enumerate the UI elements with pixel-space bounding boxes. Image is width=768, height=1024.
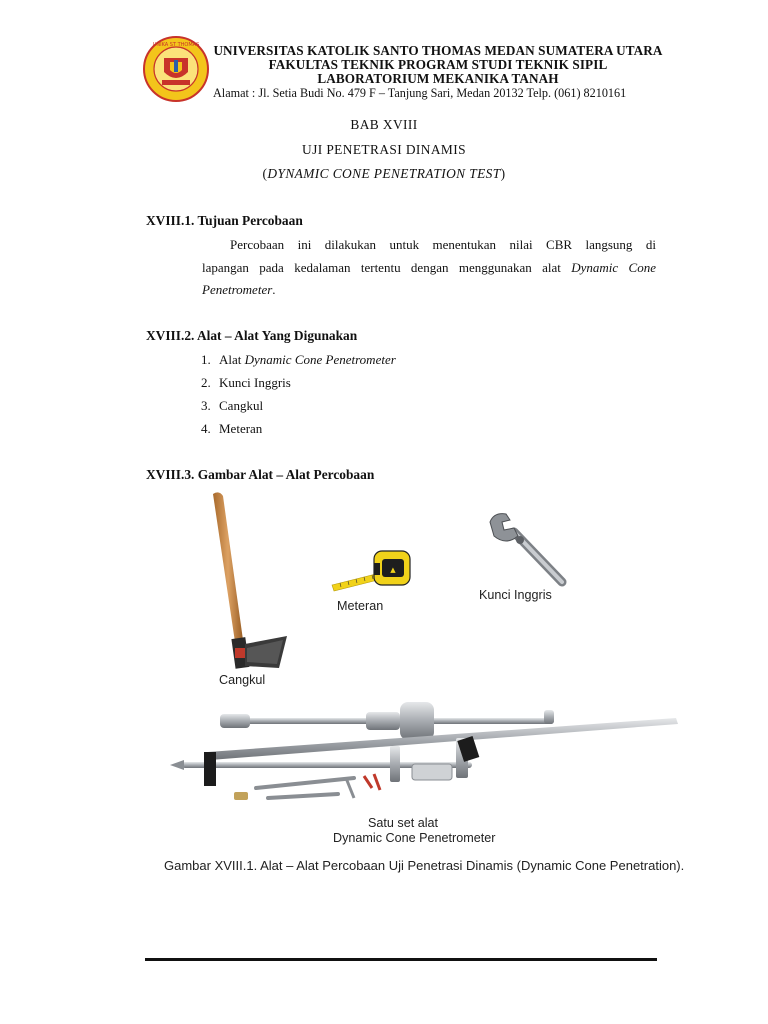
figure-caption: Gambar XVIII.1. Alat – Alat Percobaan Uji Penetrasi Dinamis (Dynamic Cone Penetration). [164, 858, 685, 873]
footer-rule [145, 958, 657, 961]
hoe-image [205, 490, 295, 675]
university-name: UNIVERSITAS KATOLIK SANTO THOMAS MEDAN SUMATERA UTARA [213, 43, 663, 58]
document-subtitle: (DYNAMIC CONE PENETRATION TEST) [262, 166, 506, 181]
paragraph-line: Penetrometer. [202, 282, 276, 297]
chapter-title: BAB XVIII [350, 117, 418, 132]
section-heading: XVIII.1. Tujuan Percobaan [146, 213, 303, 228]
label-kunci-inggris: Kunci Inggris [479, 588, 552, 602]
list-item: 4. Meteran [201, 421, 263, 436]
label-cangkul: Cangkul [219, 673, 266, 687]
lab-name: LABORATORIUM MEKANIKA TANAH [317, 71, 559, 86]
label-meteran: Meteran [337, 599, 384, 613]
svg-text:UNIKA ST THOMAS: UNIKA ST THOMAS [152, 42, 200, 48]
paragraph [202, 234, 656, 302]
section-heading: XVIII.2. Alat – Alat Yang Digunakan [146, 328, 358, 343]
address: Alamat : Jl. Setia Budi No. 479 F – Tanjung Sari, Medan 20132 Telp. (061) 8210161 [213, 86, 627, 100]
svg-text:▲: ▲ [390, 566, 396, 574]
university-logo [142, 36, 210, 102]
wrench-image [484, 510, 570, 590]
paragraph-line: Percobaan ini dilakukan untuk menentukan nilai CBR langsung di [230, 237, 656, 252]
dcp-set-image [168, 690, 680, 808]
list-item: 2. Kunci Inggris [201, 375, 291, 390]
tape-measure-image [330, 545, 412, 595]
document-title: UJI PENETRASI DINAMIS [302, 142, 466, 157]
label-set-line2: Dynamic Cone Penetrometer [333, 831, 496, 845]
faculty-name: FAKULTAS TEKNIK PROGRAM STUDI TEKNIK SIPIL [268, 57, 608, 72]
section-heading: XVIII.3. Gambar Alat – Alat Percobaan [146, 467, 375, 482]
paragraph-line: lapangan pada kedalaman tertentu dengan menggunakan alat Dynamic Cone [202, 259, 656, 275]
list-item: 3. Cangkul [201, 398, 264, 413]
label-set-line1: Satu set alat [368, 816, 439, 830]
list-item: 1. Alat Dynamic Cone Penetrometer [201, 352, 396, 367]
